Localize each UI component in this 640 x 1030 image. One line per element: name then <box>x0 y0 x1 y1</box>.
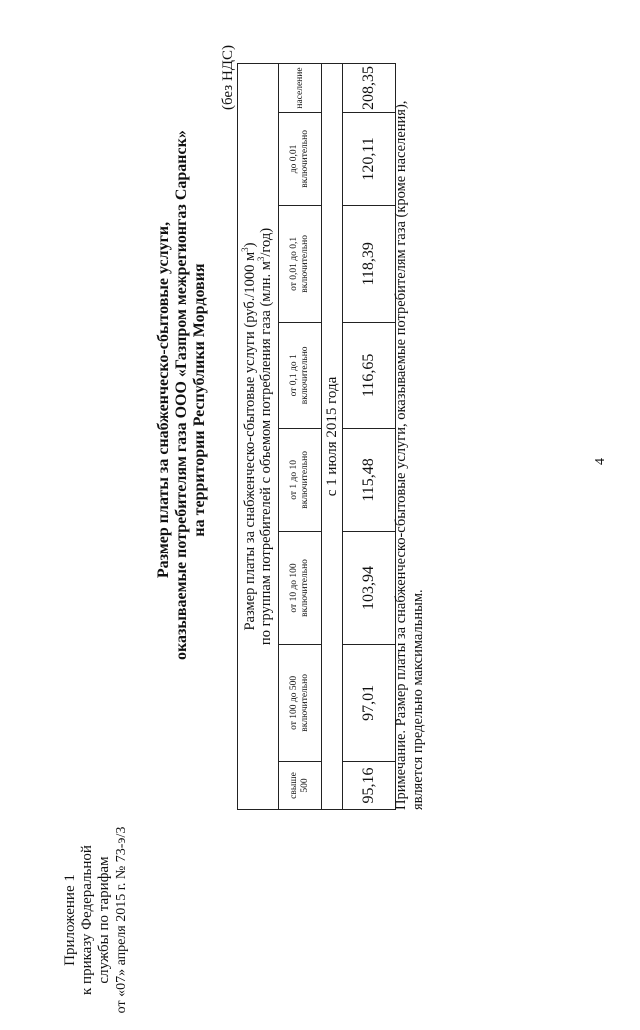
appendix-line: службы по тарифам <box>96 856 112 984</box>
heading-line: Размер платы за снабженческо-сбытовые услуги, <box>155 221 172 579</box>
group-header: до 0,01 включительно <box>279 113 322 206</box>
tariff-value: 116,65 <box>343 322 396 428</box>
tariff-value: 95,16 <box>343 762 396 810</box>
group-header: от 100 до 500 включительно <box>279 644 322 761</box>
group-header: свыше 500 <box>279 762 322 810</box>
tariff-table <box>237 63 396 810</box>
tariff-value: 103,94 <box>343 532 396 645</box>
appendix-line: к приказу Федеральной <box>79 845 95 995</box>
page-number: 4 <box>593 458 608 465</box>
appendix-reference <box>62 810 130 1030</box>
group-header: от 0,01 до 0,1 включительно <box>279 205 322 322</box>
tariff-value: 97,01 <box>343 644 396 761</box>
footnote: Примечание. Размер платы за снабженческо-сбытовые услуги, оказываемые потребителям газа (кроме населения), является предельно максимальным. <box>393 100 426 810</box>
period-row: с 1 июля 2015 года <box>322 64 343 810</box>
vat-note: (без НДС) <box>220 44 236 110</box>
group-header: население <box>279 64 322 113</box>
group-header: от 10 до 100 включительно <box>279 532 322 645</box>
group-header-row <box>279 64 322 810</box>
tariff-value: 120,11 <box>343 113 396 206</box>
heading-line: оказываемые потребителям газа ООО «Газпром межрегионгаз Саранск» <box>173 130 190 660</box>
group-header: от 1 до 10 включительно <box>279 428 322 531</box>
table-caption: Размер платы за снабженческо-сбытовые услуги (руб./1000 $м^3$) по группам потребителей с объемом потребления газа (млн. $м^3/год$) <box>238 64 279 810</box>
appendix-title: Приложение 1 <box>62 874 78 966</box>
document-heading <box>155 130 209 660</box>
group-header: от 0,1 до 1 включительно <box>279 322 322 428</box>
tariff-value: 208,35 <box>343 64 396 113</box>
appendix-order: от «07» апреля 2015 г. № 73-э/3 <box>114 826 129 1014</box>
value-row <box>343 64 396 810</box>
tariff-value: 115,48 <box>343 428 396 531</box>
tariff-value: 118,39 <box>343 205 396 322</box>
heading-line: на территории Республики Мордовия <box>191 263 208 537</box>
